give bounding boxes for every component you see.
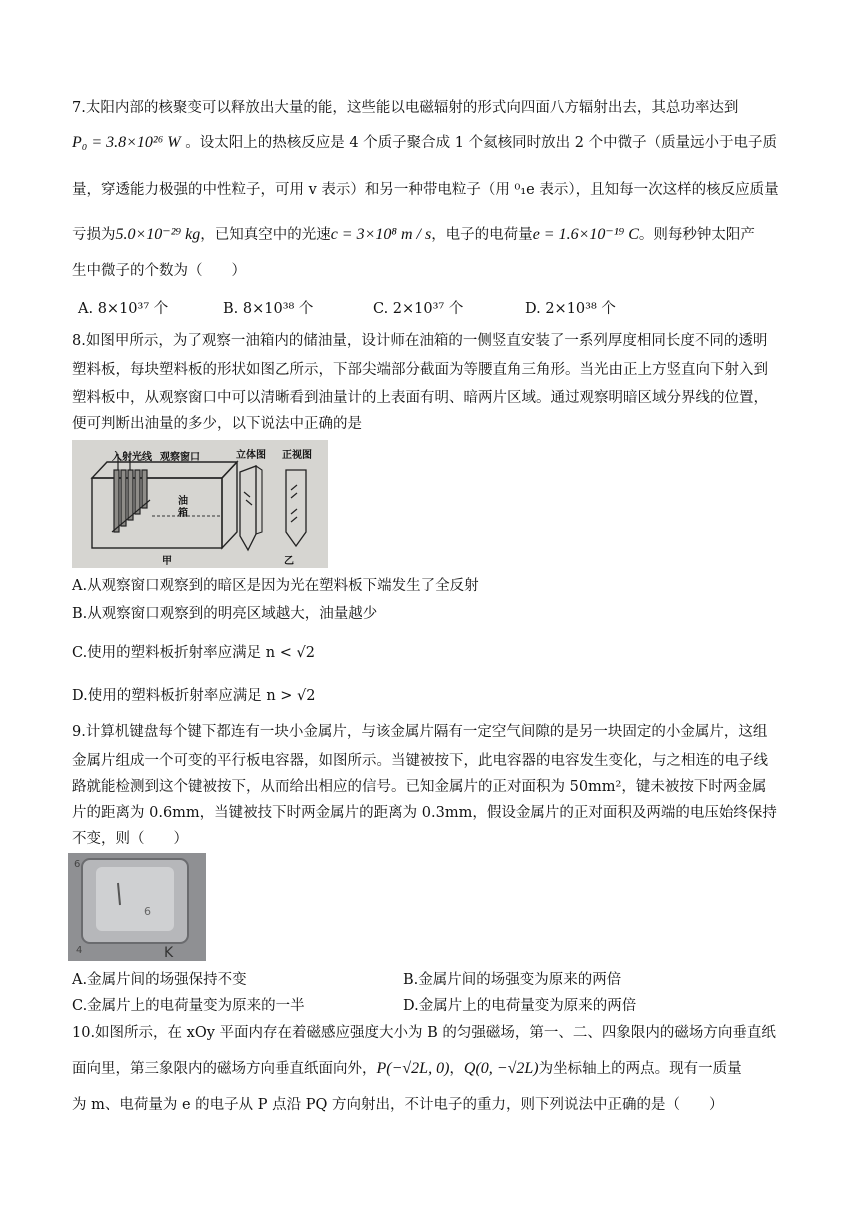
q8-line1: 8.如图甲所示，为了观察一油箱内的储油量，设计师在油箱的一侧竖直安装了一系列厚度相同长度不同的透明 <box>72 333 768 349</box>
oil-tank-figure <box>72 440 328 568</box>
q10-line1: 10.如图所示，在 xOy 平面内存在着磁感应强度大小为 B 的匀强磁场，第一、二、四象限内的磁场方向垂直纸 <box>72 1025 776 1041</box>
svg-text:6: 6 <box>144 905 151 918</box>
q10-line2-a: 面向里，第三象限内的磁场方向垂直纸面向外， <box>72 1061 377 1077</box>
q7-line2 <box>72 133 777 153</box>
fig-label-jia: 甲 <box>162 556 172 567</box>
svg-text:6: 6 <box>74 859 81 870</box>
fig-label-oil-tank: 油箱 <box>178 496 188 519</box>
q9-line4: 片的距离为 0.6mm，当键被技下时两金属片的距离为 0.3mm，假设金属片的正对面积及两端的电压始终保持 <box>72 805 777 821</box>
q7-option-b: B. 8×10³⁸ 个 <box>223 301 314 317</box>
fig-label-3d-view: 立体图 <box>236 450 266 461</box>
q7-line4-d: 。则每秒钟太阳产 <box>638 227 755 243</box>
q7-option-c: C. 2×10³⁷ 个 <box>373 301 464 317</box>
q9-option-b: B.金属片间的场强变为原来的两倍 <box>403 972 622 988</box>
q7-option-a: A. 8×10³⁷ 个 <box>78 301 169 317</box>
q7-light-speed: c = 3×10⁸ m / s <box>330 226 432 243</box>
q8-option-d: D.使用的塑料板折射率应满足 n > √2 <box>72 688 316 704</box>
q10-point-q: Q(0, −√2L) <box>463 1060 539 1077</box>
fig-label-incident-light: 入射光线 <box>112 452 152 463</box>
q9-option-d: D.金属片上的电荷量变为原来的两倍 <box>403 998 637 1014</box>
q9-option-a: A.金属片间的场强保持不变 <box>72 972 247 988</box>
q8-line3: 塑料板中，从观察窗口中可以清晰看到油量计的上表面有明、暗两片区域。通过观察明暗区域分界线的位置， <box>72 390 768 406</box>
q7-line5: 生中微子的个数为（ ） <box>72 263 246 279</box>
q9-option-c: C.金属片上的电荷量变为原来的一半 <box>72 998 305 1014</box>
q9-line2: 金属片组成一个可变的平行板电容器，如图所示。当键被按下，此电容器的电容发生变化，与之相连的电子线 <box>72 753 768 769</box>
q10-point-p: P(−√2L, 0) <box>376 1060 450 1077</box>
q7-line4-a: 亏损为 <box>72 227 116 243</box>
q7-option-d: D. 2×10³⁸ 个 <box>525 301 616 317</box>
q10-line2-sep: ， <box>449 1061 464 1077</box>
fig-label-observation-window: 观察窗口 <box>160 452 200 463</box>
keyboard-key-drawing <box>68 853 206 961</box>
q8-option-a: A.从观察窗口观察到的暗区是因为光在塑料板下端发生了全反射 <box>72 578 479 594</box>
q8-line4: 便可判断出油量的多少，以下说法中正确的是 <box>72 416 362 432</box>
svg-text:K: K <box>164 945 174 961</box>
keyboard-photo <box>68 853 206 961</box>
q8-option-b: B.从观察窗口观察到的明亮区域越大，油量越少 <box>72 606 378 622</box>
q7-line4-b: ，已知真空中的光速 <box>200 227 331 243</box>
q10-line2 <box>72 1059 742 1079</box>
q8-line2: 塑料板，每块塑料板的形状如图乙所示，下部尖端部分截面为等腰直角三角形。当光由正上方竖直向下射入到 <box>72 362 768 378</box>
q7-line4-c: ，电子的电荷量 <box>431 227 533 243</box>
q9-line1: 9.计算机键盘每个键下都连有一块小金属片，与该金属片隔有一定空气间隙的是另一块固定的小金属片，这组 <box>72 724 768 740</box>
q7-mass-defect: 5.0×10⁻²⁹ kg <box>115 226 201 243</box>
q7-line1: 7.太阳内部的核聚变可以释放出大量的能，这些能以电磁辐射的形式向四面八方辐射出去，其总功率达到 <box>72 100 739 116</box>
q10-line2-b: 为坐标轴上的两点。现有一质量 <box>538 1061 742 1077</box>
fig-label-yi: 乙 <box>284 556 294 567</box>
q9-line3: 路就能检测到这个键被按下，从而给出相应的信号。已知金属片的正对面积为 50mm²，键未被按下时两金属 <box>72 779 767 795</box>
q10-line3: 为 m、电荷量为 e 的电子从 P 点沿 PQ 方向射出，不计电子的重力，则下列说法中正确的是（ ） <box>72 1097 724 1113</box>
q7-line2-text: 。设太阳上的热核反应是 4 个质子聚合成 1 个氦核同时放出 2 个中微子（质量远小于电子质 <box>185 135 778 151</box>
q7-line3: 量，穿透能力极强的中性粒子，可用 v 表示）和另一种带电粒子（用 ⁰₁e 表示），且知每一次这样的核反应质量 <box>72 182 779 198</box>
svg-text:4: 4 <box>76 945 83 956</box>
q9-line5: 不变，则（ ） <box>72 831 188 847</box>
fig-label-front-view: 正视图 <box>282 450 312 461</box>
q7-electron-charge: e = 1.6×10⁻¹⁹ C <box>532 226 639 243</box>
q7-line4 <box>72 225 755 245</box>
q7-power-formula: P₀ = 3.8×10²⁶ W <box>72 134 181 151</box>
q8-option-c: C.使用的塑料板折射率应满足 n < √2 <box>72 645 315 661</box>
